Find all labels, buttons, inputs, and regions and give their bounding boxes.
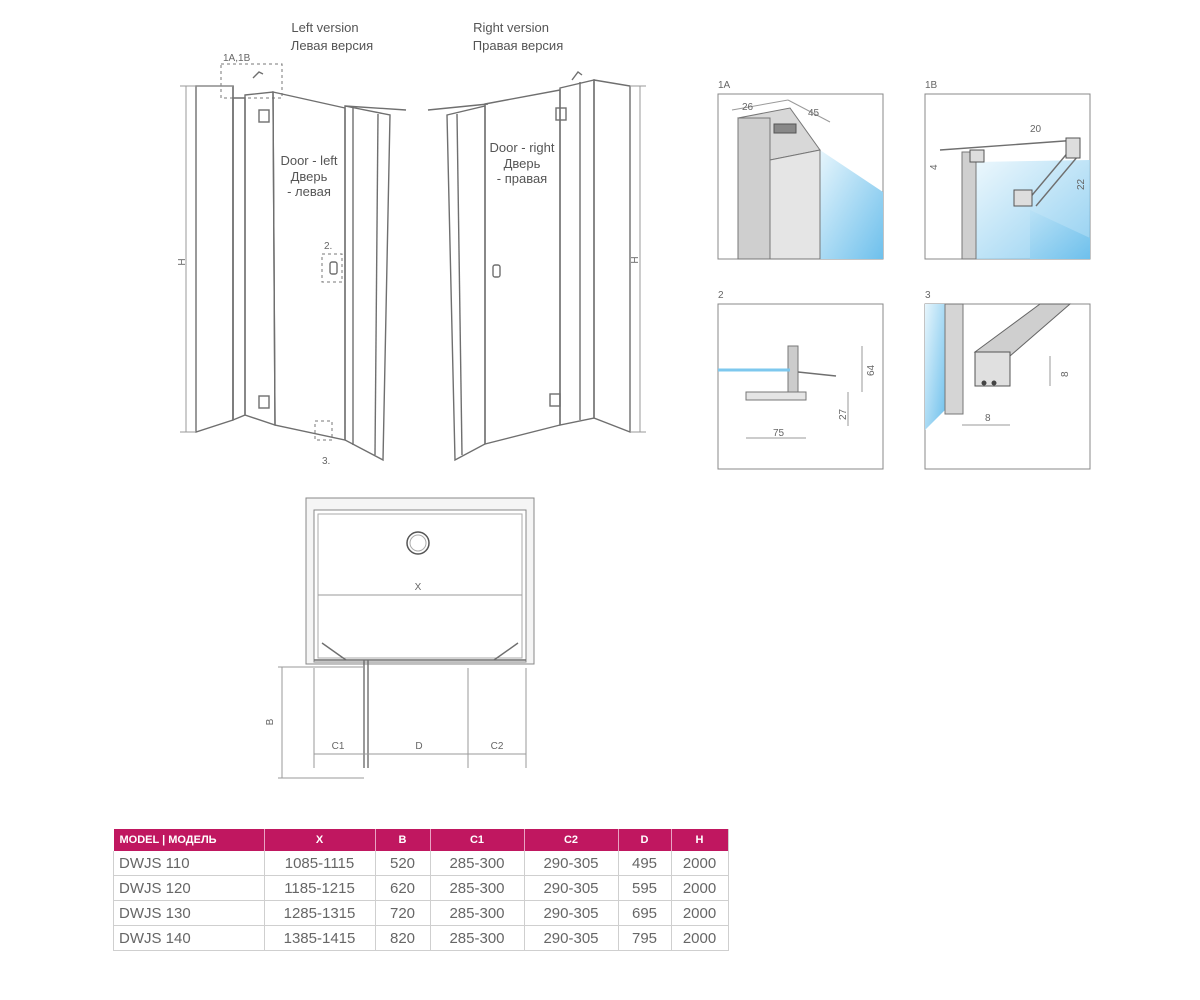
detail-2-dim-64: 64 <box>866 364 877 376</box>
detail-2-title: 2 <box>718 290 724 301</box>
cell-b: 720 <box>375 901 430 926</box>
cell-x: 1085-1115 <box>264 851 375 876</box>
detail-3-dim-height: 8 <box>1060 371 1071 377</box>
h-dim-left: H <box>177 258 188 266</box>
detail-2-dim-27: 27 <box>838 408 849 420</box>
plan-view <box>265 498 534 778</box>
cell-model: DWJS 110 <box>114 851 265 876</box>
left-version-en: Left version <box>291 20 359 35</box>
detail-2 <box>718 290 883 469</box>
detail-1a <box>718 80 883 259</box>
plan-d-label: D <box>415 741 423 752</box>
left-version-drawing <box>177 53 406 467</box>
cell-model: DWJS 130 <box>114 901 265 926</box>
col-c1: C1 <box>430 829 524 851</box>
cell-h: 2000 <box>671 901 728 926</box>
cell-c2: 290-305 <box>524 851 618 876</box>
detail-1b-dim-20: 20 <box>1030 124 1042 135</box>
cell-c2: 290-305 <box>524 901 618 926</box>
cell-model: DWJS 140 <box>114 926 265 951</box>
detail-3 <box>925 290 1090 469</box>
cell-h: 2000 <box>671 851 728 876</box>
table-header-row <box>114 829 729 851</box>
spec-table <box>113 829 729 951</box>
detail-1b-title: 1B <box>925 80 938 91</box>
door-left-line2: Дверь <box>290 169 328 184</box>
plan-x-label: X <box>414 582 422 593</box>
cell-c2: 290-305 <box>524 876 618 901</box>
door-right-line3: - правая <box>496 171 548 186</box>
plan-b-label: B <box>265 718 276 726</box>
cell-c1: 285-300 <box>430 901 524 926</box>
callout-3: 3. <box>322 456 331 467</box>
left-version-ru: Левая версия <box>290 38 374 53</box>
cell-x: 1185-1215 <box>264 876 375 901</box>
col-model: MODEL | МОДЕЛЬ <box>114 829 265 851</box>
callout-1a1b: 1A,1B <box>223 53 251 64</box>
detail-1b-dim-4: 4 <box>929 164 940 170</box>
cell-d: 495 <box>618 851 671 876</box>
h-dim-right: H <box>630 256 641 264</box>
plan-c2-label: C2 <box>490 741 504 752</box>
door-left-line1: Door - left <box>280 153 338 168</box>
cell-x: 1285-1315 <box>264 901 375 926</box>
detail-2-dim-75: 75 <box>773 428 785 439</box>
table-row <box>114 851 729 876</box>
cell-b: 520 <box>375 851 430 876</box>
cell-b: 820 <box>375 926 430 951</box>
col-c2: C2 <box>524 829 618 851</box>
right-version-drawing <box>428 72 646 460</box>
col-b: B <box>375 829 430 851</box>
plan-c1-label: C1 <box>331 741 345 752</box>
cell-x: 1385-1415 <box>264 926 375 951</box>
col-d: D <box>618 829 671 851</box>
cell-c1: 285-300 <box>430 851 524 876</box>
table-row <box>114 901 729 926</box>
col-x: X <box>264 829 375 851</box>
right-version-ru: Правая версия <box>472 38 564 53</box>
callout-2: 2. <box>324 241 333 252</box>
col-h: H <box>671 829 728 851</box>
detail-1a-title: 1A <box>718 80 731 91</box>
cell-c2: 290-305 <box>524 926 618 951</box>
cell-h: 2000 <box>671 876 728 901</box>
door-right-line2: Дверь <box>503 156 541 171</box>
detail-3-title: 3 <box>925 290 931 301</box>
detail-1a-dim-45: 45 <box>808 108 820 119</box>
cell-c1: 285-300 <box>430 926 524 951</box>
detail-3-dim-width: 8 <box>985 413 991 424</box>
door-left-line3: - левая <box>287 184 331 199</box>
detail-1a-dim-26: 26 <box>742 102 754 113</box>
cell-d: 795 <box>618 926 671 951</box>
cell-b: 620 <box>375 876 430 901</box>
table-row <box>114 926 729 951</box>
cell-c1: 285-300 <box>430 876 524 901</box>
table-row <box>114 876 729 901</box>
detail-1b <box>925 80 1090 259</box>
right-version-en: Right version <box>473 20 549 35</box>
detail-1b-dim-22: 22 <box>1076 178 1087 190</box>
door-right-line1: Door - right <box>489 140 555 155</box>
cell-d: 695 <box>618 901 671 926</box>
cell-d: 595 <box>618 876 671 901</box>
cell-h: 2000 <box>671 926 728 951</box>
cell-model: DWJS 120 <box>114 876 265 901</box>
